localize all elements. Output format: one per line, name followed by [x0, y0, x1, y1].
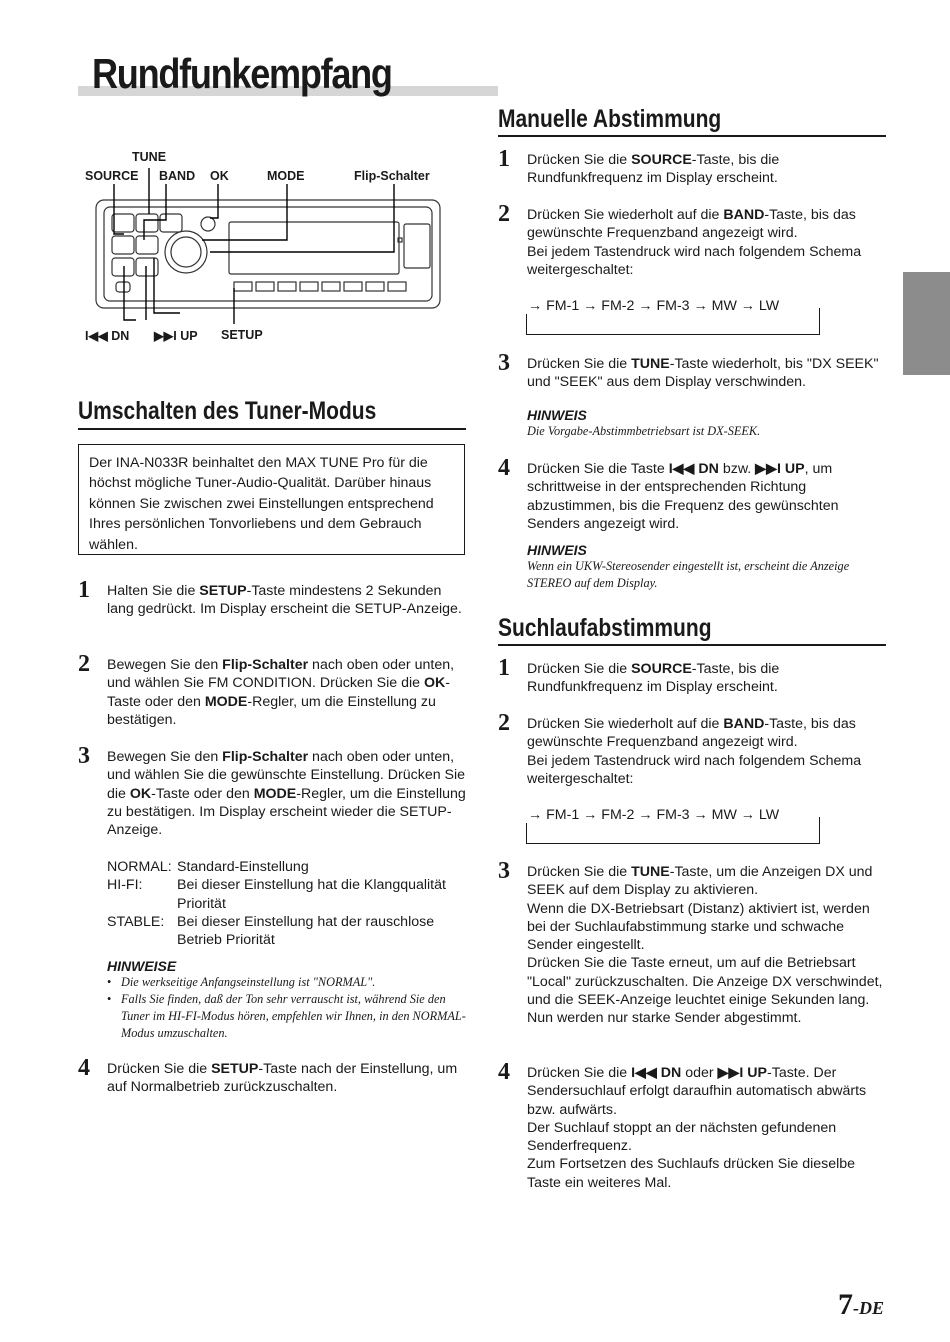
note-heading: HINWEISE	[107, 958, 177, 974]
head-unit-diagram	[84, 148, 484, 348]
page-title: Rundfunkempfang	[92, 50, 392, 97]
faceplate-drawing	[84, 148, 484, 348]
step-number: 4	[498, 455, 510, 481]
step-number: 3	[78, 743, 90, 769]
settings-table	[107, 858, 467, 949]
divider	[498, 644, 886, 646]
step-number: 2	[78, 651, 90, 677]
label-dn: I◀◀ DN	[85, 329, 130, 343]
step-number: 3	[498, 350, 510, 376]
note-heading: HINWEIS	[527, 407, 587, 423]
label-setup: SETUP	[221, 328, 263, 342]
heading-manuelle-abstimmung: Manuelle Abstimmung	[498, 105, 722, 133]
note-block-left	[107, 958, 467, 1042]
section-tab-marker	[903, 272, 950, 375]
heading-tuner-modus: Umschalten des Tuner-Modus	[78, 397, 377, 425]
band-sequence-text: → FM-1 → FM-2 → FM-3 → MW → LW	[526, 807, 783, 823]
note-item: • Die werkseitige Anfangseinstellung ist "NORMAL".	[107, 974, 467, 991]
label-up: ▶▶I UP	[154, 329, 198, 343]
note-block-manual-1	[527, 407, 887, 440]
step-number: 2	[498, 201, 510, 227]
up-icon: ▶▶I	[154, 329, 177, 343]
setting-row: HI-FI: Bei dieser Einstellung hat die Klangqualität Priorität	[107, 877, 446, 912]
page-number: 7-DE	[838, 1288, 884, 1321]
note-block-manual-2	[527, 542, 887, 592]
step-number: 1	[498, 655, 510, 681]
step-number: 2	[498, 710, 510, 736]
divider	[498, 135, 886, 137]
label-ok: OK	[210, 169, 229, 183]
step-number: 1	[78, 577, 90, 603]
setting-row: STABLE: Bei dieser Einstellung hat der rauschlose Betrieb Priorität	[107, 913, 435, 949]
dn-icon: I◀◀	[85, 329, 108, 343]
band-sequence-text: → FM-1 → FM-2 → FM-3 → MW → LW	[526, 298, 783, 314]
label-flip-schalter: Flip-Schalter	[354, 169, 430, 183]
note-item: • Falls Sie finden, daß der Ton sehr verrauscht ist, während Sie den Tuner im HI-FI-Modus hören, empfehlen wir Ihnen, in den NORMAL-Modus umzuschalten.	[107, 991, 467, 1042]
divider	[78, 428, 466, 430]
label-mode: MODE	[267, 169, 305, 183]
heading-suchlaufabstimmung: Suchlaufabstimmung	[498, 614, 712, 642]
note-heading: HINWEIS	[527, 542, 587, 558]
step-number: 3	[498, 858, 510, 884]
note-text: Wenn ein UKW-Stereosender eingestellt ist, erscheint die Anzeige STEREO auf dem Display.	[527, 559, 850, 590]
step-number: 4	[78, 1055, 90, 1081]
note-text: Die Vorgabe-Abstimmbetriebsart ist DX-SEEK.	[527, 424, 761, 438]
label-tune: TUNE	[132, 150, 167, 164]
label-band: BAND	[159, 169, 196, 183]
setting-row: NORMAL: Standard-Einstellung	[107, 859, 309, 875]
step-number: 4	[498, 1059, 510, 1085]
intro-box: Der INA-N033R beinhaltet den MAX TUNE Pro für die höchst mögliche Tuner-Audio-Qualität. Darüber hinaus können Sie zwischen zwei Einstellungen entsprechend Ihres persönlichen Tonvorliebens und dem Gebrauch wählen.	[78, 444, 465, 555]
step-number: 1	[498, 146, 510, 172]
label-source: SOURCE	[85, 169, 139, 183]
